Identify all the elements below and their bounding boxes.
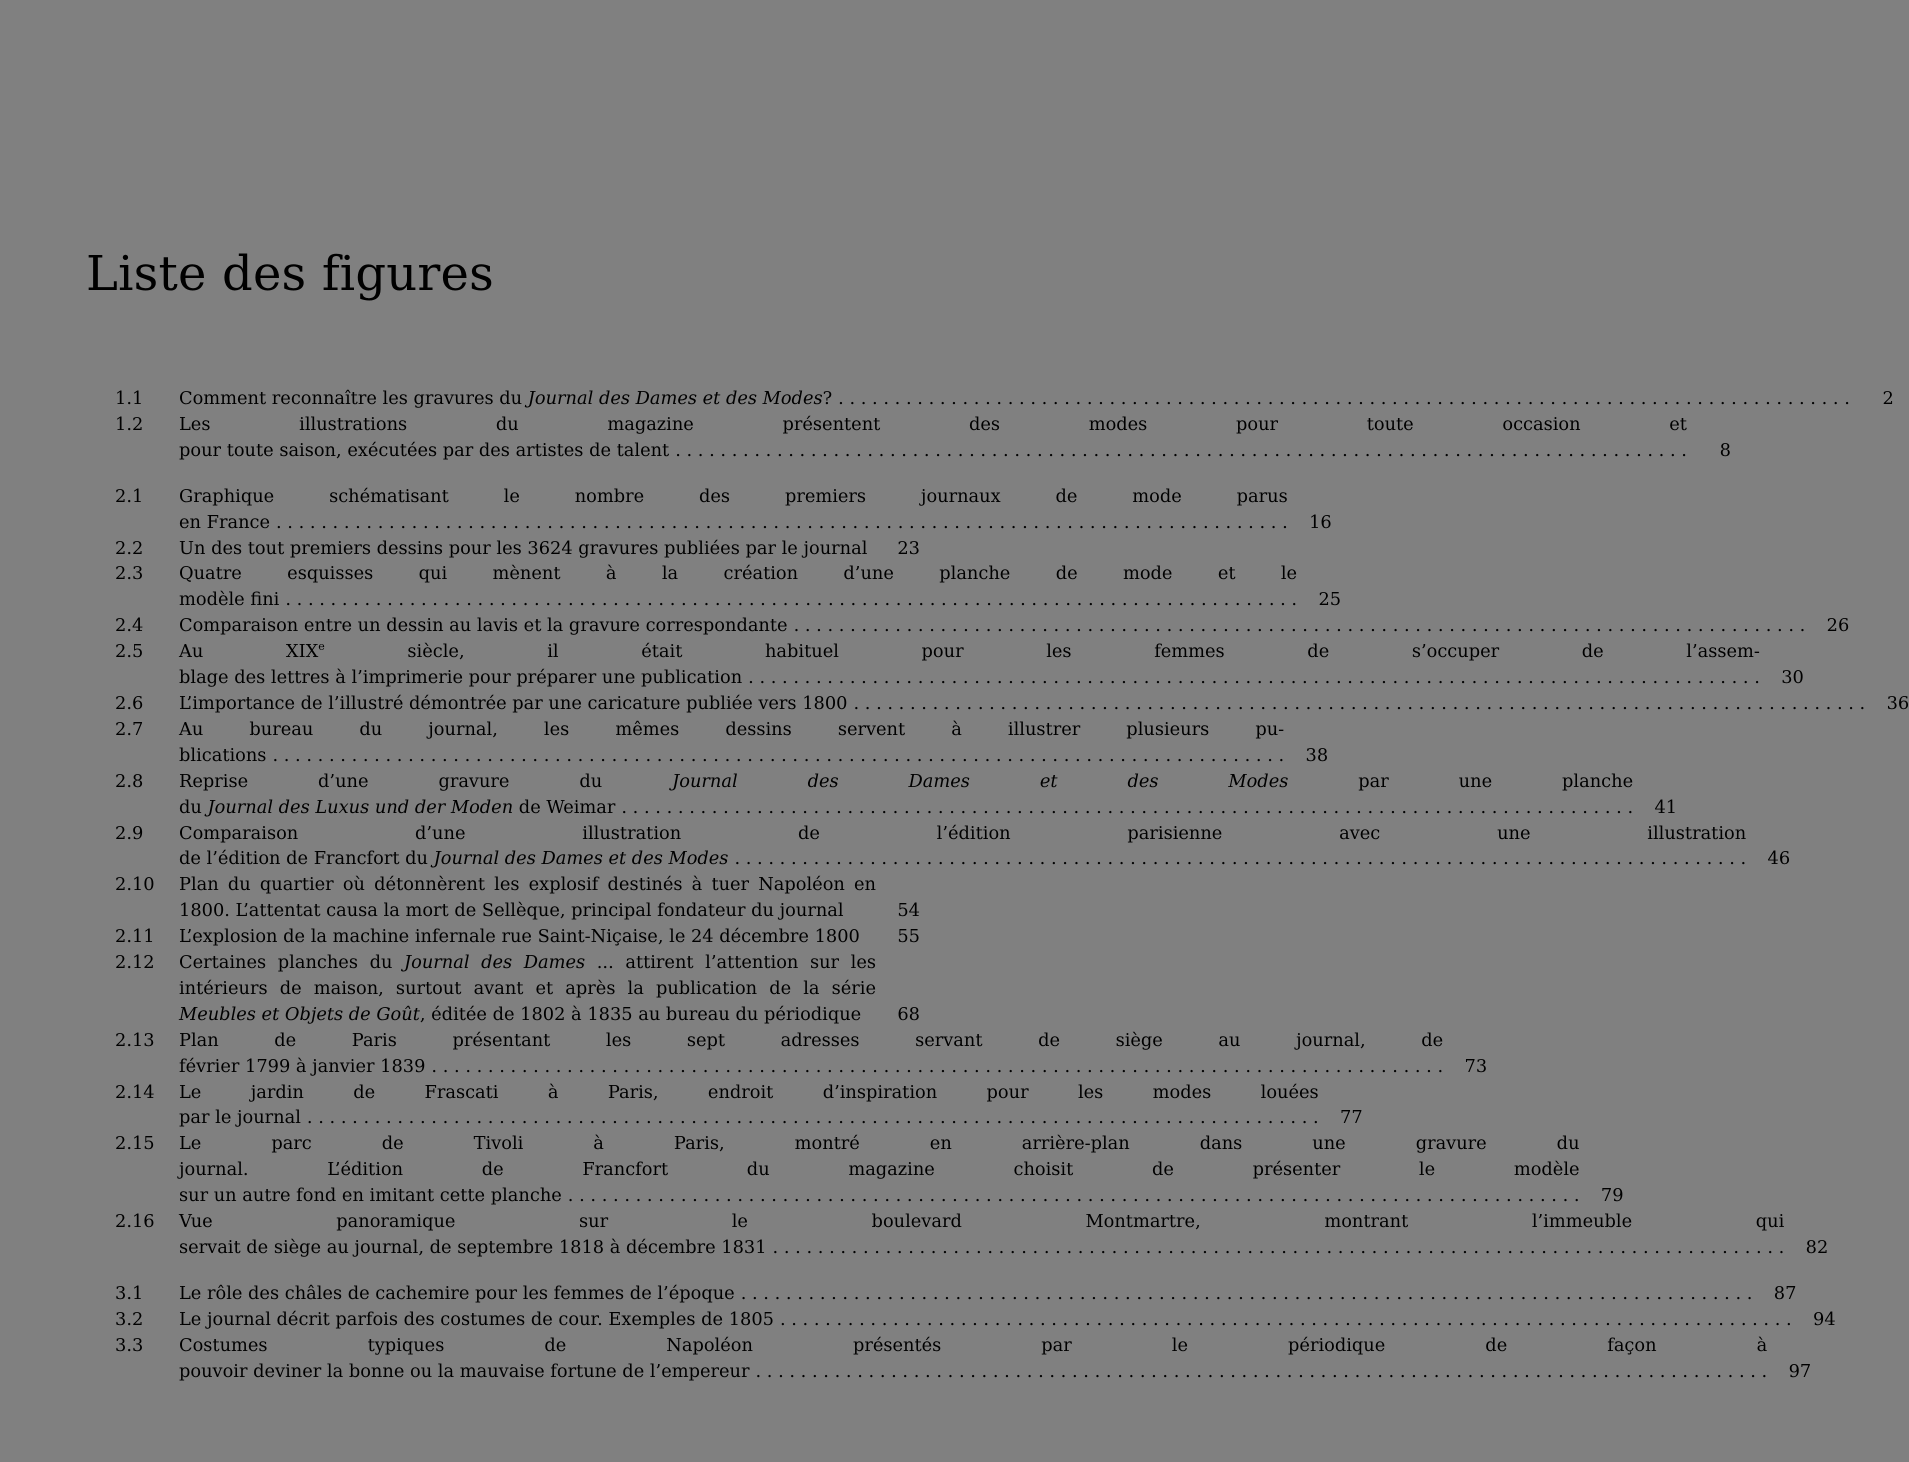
figure-number: 2.14 — [115, 1081, 155, 1103]
page-number: 30 — [1781, 667, 1804, 689]
caption-line: Meubles et Objets de Goût, éditée de 1802 à 1835 au bureau du périodique — [179, 1003, 862, 1025]
page-number: 94 — [1813, 1308, 1836, 1330]
figure-entry[interactable] — [115, 412, 1731, 464]
caption-line: du Journal des Luxus und der Moden de Weimar — [179, 796, 616, 818]
figure-caption — [179, 639, 1804, 691]
page-number: 54 — [897, 900, 920, 922]
figure-caption — [179, 1028, 1487, 1080]
dot-leader — [832, 386, 1850, 412]
figure-entry[interactable] — [115, 536, 920, 562]
caption-line: Plan de Paris présentant les sept adresses servant de siège au journal, de — [179, 1029, 1444, 1051]
caption-line: intérieurs de maison, surtout avant et après la publication de la série — [179, 977, 876, 999]
caption-line: Vue panoramique sur le boulevard Montmartre, montrant l’immeuble qui — [179, 1211, 1785, 1233]
caption-line: Comment reconnaître les gravures du Journal des Dames et des Modes? — [179, 388, 833, 409]
figure-entry[interactable] — [115, 872, 920, 924]
figure-caption — [179, 412, 1731, 464]
figure-entry[interactable] — [115, 1281, 1797, 1307]
figure-caption — [179, 561, 1341, 613]
dot-leader — [735, 1281, 1753, 1307]
figure-caption — [179, 821, 1790, 873]
page-number: 79 — [1600, 1185, 1624, 1207]
dot-leader — [301, 1105, 1319, 1131]
figure-caption — [179, 950, 920, 1028]
figure-caption — [179, 717, 1328, 769]
figure-number: 1.1 — [115, 388, 144, 409]
figure-caption — [179, 691, 1909, 717]
caption-line: Le jardin de Frascati à Paris, endroit d’inspiration pour les modes louées — [179, 1081, 1319, 1103]
figure-group — [115, 386, 1894, 464]
figure-caption — [179, 1131, 1624, 1209]
figure-number: 2.2 — [115, 537, 144, 559]
caption-line: par le journal — [179, 1107, 301, 1129]
caption-line: 1800. L’attentat causa la mort de Sellèque, principal fondateur du journal — [179, 900, 844, 922]
dot-leader — [270, 510, 1288, 536]
page-number: 16 — [1309, 511, 1332, 533]
figure-number: 2.5 — [115, 641, 144, 663]
caption-line: Au bureau du journal, les mêmes dessins servent à illustrer plusieurs pu- — [179, 718, 1285, 740]
figure-number: 2.3 — [115, 563, 144, 585]
dot-leader — [279, 587, 1297, 613]
page-number: 73 — [1464, 1055, 1488, 1077]
page-number: 38 — [1305, 744, 1329, 766]
caption-line: pouvoir deviner la bonne ou la mauvaise fortune de l’empereur — [179, 1360, 750, 1382]
caption-line: L’importance de l’illustré démontrée par une caricature publiée vers 1800 — [179, 692, 848, 714]
figure-number: 2.7 — [115, 718, 144, 740]
figure-number: 2.9 — [115, 822, 144, 844]
caption-line: pour toute saison, exécutées par des artistes de talent — [179, 439, 670, 461]
caption-line: Les illustrations du magazine présentent des modes pour toute occasion et — [179, 413, 1687, 435]
dot-leader — [562, 1183, 1580, 1209]
figure-number: 3.2 — [115, 1308, 144, 1330]
figure-caption — [179, 1333, 1811, 1385]
figure-caption — [179, 613, 1849, 639]
figure-entry[interactable] — [115, 1307, 1836, 1333]
figure-entry[interactable] — [115, 924, 920, 950]
caption-line: Comparaison entre un dessin au lavis et la gravure correspondante — [179, 615, 788, 637]
caption-line: sur un autre fond en imitant cette planche — [179, 1185, 562, 1207]
figure-caption — [179, 1281, 1796, 1307]
figure-entry[interactable] — [115, 769, 1678, 821]
dot-leader — [425, 1054, 1443, 1080]
dot-leader — [742, 665, 1760, 691]
page-number: 8 — [1719, 439, 1731, 461]
caption-line: journal. L’édition de Francfort du magazine choisit de présenter le modèle — [179, 1159, 1580, 1181]
page-number: 87 — [1773, 1282, 1797, 1304]
dot-leader — [788, 613, 1806, 639]
caption-line: Certaines planches du Journal des Dames ... attirent l’attention sur les — [179, 952, 876, 974]
figure-number: 2.6 — [115, 692, 144, 714]
figure-caption — [179, 1080, 1363, 1132]
caption-line: Le rôle des châles de cachemire pour les femmes de l’époque — [179, 1282, 735, 1304]
figure-number: 2.12 — [115, 952, 155, 974]
figure-entry[interactable] — [115, 1080, 1363, 1132]
page-number: 46 — [1767, 848, 1791, 870]
figure-caption — [179, 484, 1332, 536]
page-number: 77 — [1340, 1107, 1363, 1129]
figure-number: 2.8 — [115, 770, 144, 792]
caption-line: Plan du quartier où détonnèrent les explosif destinés à tuer Napoléon en — [179, 874, 876, 896]
figure-group — [115, 484, 1909, 1261]
figure-number: 2.16 — [115, 1211, 155, 1233]
dot-leader — [669, 438, 1687, 464]
caption-line: Quatre esquisses qui mènent à la création d’une planche de mode et le — [179, 563, 1298, 585]
figure-number: 3.3 — [115, 1334, 144, 1356]
figure-group — [115, 1281, 1836, 1385]
page-number: 25 — [1318, 589, 1342, 611]
page-number: 2 — [1882, 388, 1894, 409]
caption-line: blications — [179, 744, 267, 766]
figure-entry[interactable] — [115, 1131, 1624, 1209]
dot-leader — [728, 846, 1746, 872]
figure-number: 2.4 — [115, 615, 144, 637]
figure-entry[interactable] — [115, 484, 1332, 536]
caption-line: en France — [179, 511, 270, 533]
caption-line: Graphique schématisant le nombre des premiers journaux de mode parus — [179, 485, 1288, 507]
figure-entry[interactable] — [115, 1333, 1812, 1385]
figure-entry[interactable] — [115, 1209, 1829, 1261]
figure-list — [115, 386, 1909, 1405]
figure-number: 1.2 — [115, 413, 144, 435]
page-title: Liste des figures — [86, 246, 494, 302]
page-number: 68 — [897, 1003, 920, 1025]
caption-line: blage des lettres à l’imprimerie pour préparer une publication — [179, 667, 743, 689]
caption-line: de l’édition de Francfort du Journal des Dames et des Modes — [179, 848, 729, 870]
figure-number: 2.15 — [115, 1133, 155, 1155]
caption-line: Reprise d’une gravure du Journal des Dames et des Modes par une planche — [179, 770, 1634, 792]
figure-entry[interactable] — [115, 691, 1909, 717]
figure-entry[interactable] — [115, 561, 1342, 613]
figure-entry[interactable] — [115, 950, 920, 1028]
figure-number: 2.11 — [115, 926, 155, 948]
figure-caption — [179, 872, 920, 924]
caption-line: servait de siège au journal, de septembre 1818 à décembre 1831 — [179, 1237, 767, 1258]
dot-leader — [774, 1307, 1792, 1333]
caption-line: février 1799 à janvier 1839 — [179, 1055, 426, 1077]
caption-line: modèle fini — [179, 589, 280, 611]
caption-line: L’explosion de la machine infernale rue Saint-Niçaise, le 24 décembre 1800 — [179, 926, 860, 948]
page-number: 41 — [1654, 796, 1678, 818]
figure-entry[interactable] — [115, 821, 1791, 873]
figure-entry[interactable] — [115, 639, 1804, 691]
figure-number: 3.1 — [115, 1282, 144, 1304]
page-number: 82 — [1805, 1237, 1829, 1258]
figure-number: 2.10 — [115, 874, 155, 896]
caption-line: Au XIXe siècle, il était habituel pour les femmes de s’occuper de l’assem- — [179, 640, 1760, 663]
figure-entry[interactable] — [115, 1028, 1488, 1080]
figure-caption — [179, 536, 920, 562]
caption-line: Comparaison d’une illustration de l’édition parisienne avec une illustration — [179, 822, 1747, 844]
figure-caption — [179, 924, 920, 950]
figure-caption — [179, 386, 1894, 412]
figure-caption — [179, 769, 1677, 821]
page-number: 26 — [1826, 615, 1850, 637]
figure-entry[interactable] — [115, 386, 1894, 412]
page-number: 97 — [1788, 1360, 1812, 1382]
dot-leader — [847, 691, 1865, 717]
figure-caption — [179, 1307, 1836, 1333]
page-number: 55 — [897, 926, 920, 948]
caption-line: Le journal décrit parfois des costumes de cour. Exemples de 1805 — [179, 1308, 774, 1330]
page-number: 36 — [1886, 692, 1909, 714]
dot-leader — [615, 795, 1633, 821]
caption-line: Un des tout premiers dessins pour les 3624 gravures publiées par le journal — [179, 537, 868, 559]
dot-leader — [266, 743, 1284, 769]
figure-entry[interactable] — [115, 717, 1329, 769]
page-number: 23 — [897, 537, 920, 559]
dot-leader — [767, 1235, 1785, 1261]
dot-leader — [749, 1359, 1767, 1385]
caption-line: Le parc de Tivoli à Paris, montré en arrière-plan dans une gravure du — [179, 1133, 1580, 1155]
figure-number: 2.1 — [115, 485, 144, 507]
caption-line: Costumes typiques de Napoléon présentés par le périodique de façon à — [179, 1334, 1768, 1356]
figure-entry[interactable] — [115, 613, 1850, 639]
figure-caption — [179, 1209, 1828, 1261]
figure-number: 2.13 — [115, 1029, 155, 1051]
